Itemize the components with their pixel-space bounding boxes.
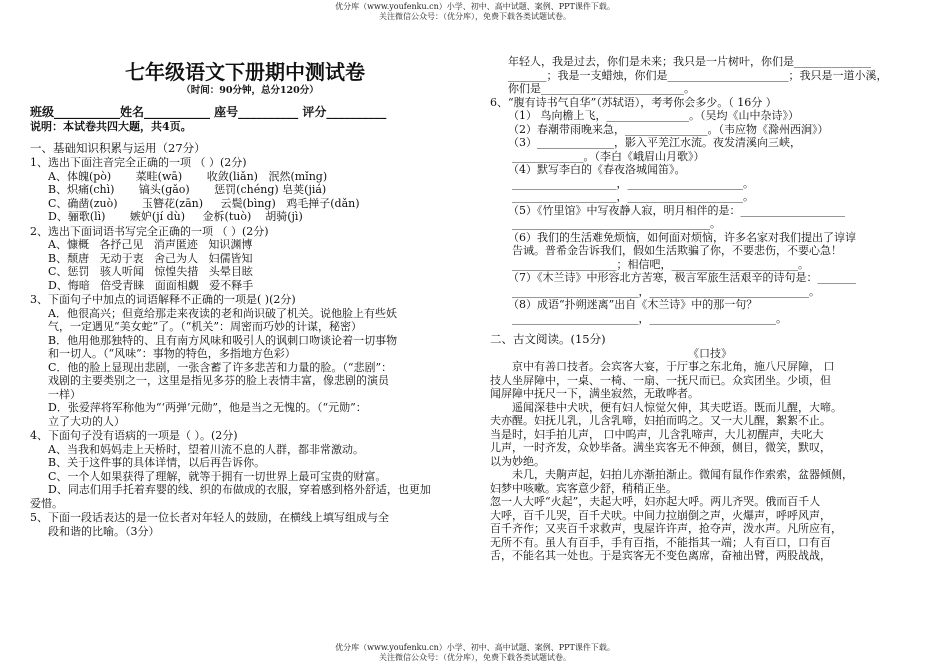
option-line: C、确凿(zuò) 玉簪花(zān) 云鬓(bìng) 鸡毛掸子(dǎn) <box>48 196 360 210</box>
watermark-line: 优分库（www.youfenku.cn）小学、初中、高中试题、案例、PPT课件下载。 <box>335 2 615 11</box>
question-6: 6、“腹有诗书气自华”（苏轼语），考考你会多少。（ 16分 ） <box>490 95 777 109</box>
option-line: 气，一定遇见“美女蛇”了。（“机关”：周密而巧妙的计谋，秘密） <box>48 320 362 333</box>
option-line: A、体魄(pò) 菜畦(wā) 收敛(liǎn) 泯然(mǐng) <box>48 169 328 183</box>
passage-line: 忽一人大呼“火起”，夫起大呼，妇亦起大呼。两儿齐哭。俄而百千人 <box>490 495 821 508</box>
section-heading: 二、古文阅读。(15分) <box>490 332 606 346</box>
passage-line: 当是时，妇手拍儿声， 口中呜声，儿含乳啼声，大儿初醒声，夫叱大 <box>490 427 824 441</box>
passage-line: 京中有善口技者。会宾客大宴，于厅事之东北角，施八尺屏障， 口 <box>512 360 835 373</box>
question-3: 3、下面句子中加点的词语解释不正确的一项是( )(2分) <box>30 293 296 306</box>
passage-line: 无所不有。虽人有百手，手有百指，不能指其一端；人有百口，口有百 <box>490 535 831 549</box>
text-line: 年轻人，我是过去，你们是未来；我只是一片树叶，你们是______________ <box>508 55 871 68</box>
watermark-line: 关注微信公众号：（优分库），免费下载各类试题试卷。 <box>379 653 571 662</box>
text-line: （5）《竹里馆》中写夜静人寂，明月相伴的是：___________________ <box>508 203 845 217</box>
question-4: 4、下面句子没有语病的一项是（ ）。(2分) <box>30 429 238 442</box>
passage-line: 夫亦醒。妇抚儿乳，儿含乳啼，妇拍而呜之。又一大儿醒，絮絮不止。 <box>490 414 831 427</box>
text-line: ___________________，_____________________。 <box>512 176 754 190</box>
passage-line: 技人坐屏障中，一桌、一椅、一扇、一抚尺而已。众宾团坐。少顷，但 <box>490 373 831 387</box>
passage-line: 儿声，一时齐发，众妙毕备。满坐宾客无不伸颈，侧目，微笑，默叹， <box>490 441 831 454</box>
text-line: _______；我是一支蜡烛，你们是______________________；我只是一道小溪， <box>508 68 888 82</box>
text-line: 告诫。普希金告诉我们，假如生活欺骗了你，不要悲伤，不要心急！ <box>512 244 842 257</box>
option-line: 爱惜。 <box>30 496 63 510</box>
watermark-line: 关注微信公众号：（优分库），免费下载各类试题试卷。 <box>379 12 571 21</box>
option-line: D、悔暗 倍受青睐 面面相觑 爱不释手 <box>48 278 254 292</box>
option-line: D、同志们用手托着弃婴的线、织的布做成的衣服，穿着感到格外舒适，也更加 <box>48 483 431 496</box>
passage-line: 大呼，百千儿哭，百千犬吠。中间力拉崩倒之声，火爆声，呼呼风声， <box>490 508 831 522</box>
text-line: （4）默写李白的《春夜洛城闻笛》。 <box>508 163 686 176</box>
passage-line: 闻屏障中抚尺一下，满坐寂然，无敢哗者。 <box>490 387 699 400</box>
option-line: 戏剧的主要类别之一，这里是指见多芬的脸上表情丰富，像悲剧的演员 <box>48 374 389 387</box>
option-line: 立了大功的人） <box>48 414 125 428</box>
text-line: （1） 鸟向檐上飞，_______________。（吴均《山中杂诗》） <box>508 109 799 122</box>
question-1: 1、选出下面注音完全正确的一项 （ ）(2分) <box>30 156 247 169</box>
text-line: （6）我们的生活难免烦恼，如何面对烦恼，许多名家对我们提出了谆谆 <box>508 230 856 244</box>
option-line: A、当我和妈妈走上天桥时，望着川流不息的人群，都非常激动。 <box>48 442 364 456</box>
question-2: 2、选出下面词语书写完全正确的一项 （ ）(2分) <box>30 224 269 238</box>
text-line: ___________________，_____________________。 <box>512 190 754 203</box>
question-5: 5、下面一段话表达的是一位长者对年轻人的鼓励，在横线上填写组成与全 <box>30 511 389 524</box>
student-info-line: 班级___________姓名___________ 座号__________ 评分__________ <box>30 105 387 119</box>
question-5-cont: 段和谐的比喻。（3分） <box>48 524 160 538</box>
option-line: 和一切人。（“风味”：事物的特色，多指地方色彩） <box>48 347 296 360</box>
passage-line: 遥闻深巷中犬吠，便有妇人惊觉欠伸，其夫呓语。既而儿醒，大啼。 <box>512 400 842 414</box>
option-line: C、惩罚 骇人听闻 惊惶失措 头晕目眩 <box>48 265 253 278</box>
instructions: 说明：本试卷共四大题，共4页。 <box>30 120 192 133</box>
page-title: 七年级语文下册期中测试卷 <box>125 60 365 84</box>
passage-line: 百千齐作；又夹百千求救声，曳屋许许声，抢夺声，泼水声。凡所应有， <box>490 522 842 535</box>
text-line: （7）《木兰诗》中形容北方苦寒，极言军旅生活艰辛的诗句是：_______ <box>508 271 856 284</box>
option-line: B．他用他那独特的、且有南方风味和吸引人的讽刺口吻谈论着一切事物 <box>48 333 398 347</box>
section-heading: 一、基础知识积累与运用（27分） <box>30 140 206 155</box>
text-line: （8）成语“扑朔迷离”出自《木兰诗》中的那一句？ <box>508 298 758 311</box>
text-line: （2）春潮带雨晚来急，_______________。（韦应物《滁州西涧》） <box>508 122 829 136</box>
option-line: C、一个人如果获得了理解，就等于拥有一切世界上最可宝贵的财富。 <box>48 469 387 483</box>
text-line: ____________________________________。 <box>512 217 721 230</box>
header-watermark <box>0 2 950 22</box>
option-line: D、骊歌(lì) 嫉妒(jí dù) 金柝(tuò) 胡骑(jì) <box>48 210 303 223</box>
footer-watermark <box>0 643 950 663</box>
left-column <box>30 60 470 538</box>
text-line: _______________________，_______________________。 <box>512 311 787 325</box>
watermark-line: 优分库（www.youfenku.cn）小学、初中、高中试题、案例、PPT课件下载。 <box>335 643 615 652</box>
option-line: B、炽痛(chì) 镐头(gǎo) 惩罚(chéng) 皂荚(jiá) <box>48 183 327 196</box>
passage-line: 妇梦中咳嗽。宾客意少舒，稍稍正坐。 <box>490 481 677 495</box>
text-line: （3）______________，影入平羌江水流。夜发清溪向三峡， <box>508 136 801 149</box>
text-line: ___________________；相信吧，_______________________。 <box>512 257 809 271</box>
passage-line: 未几，夫齁声起，妇拍儿亦渐拍渐止。微闻有鼠作作索索，盆器倾侧， <box>512 468 853 481</box>
passage-line: 舌，不能名其一处也。于是宾客无不变色离席，奋袖出臂，两股战战， <box>490 549 831 562</box>
option-line: C．他的脸上显现出悲剧，一张含蓄了许多悲苦和力量的脸。（“悲剧”： <box>48 360 393 374</box>
option-line: A．他很高兴；但竟给那走来夜读的老和尚识破了机关。说他脸上有些妖 <box>48 306 397 320</box>
option-line: D．张爱萍将军称他为“‘两弹’元勋”，他是当之无愧的。（“元勋”： <box>48 401 367 414</box>
passage-line: 以为妙绝。 <box>490 454 545 468</box>
option-line: B、颓唐 无动于衷 舍己为人 妇儒皆知 <box>48 251 253 265</box>
exam-subtitle: （时间：90分钟，总分120分） <box>181 85 319 96</box>
right-column <box>490 55 930 563</box>
text-line: _____________。（李白《峨眉山月歌》） <box>512 149 705 163</box>
passage-title: 《口技》 <box>688 346 732 360</box>
option-line: A、慷概 各抒己见 消声匿迹 知识渊博 <box>48 238 253 251</box>
option-line: B、关于这件事的具体详情，以后再告诉你。 <box>48 456 266 469</box>
option-line: 一样） <box>48 387 81 401</box>
text-line: 你们是__________________________。 <box>508 82 695 95</box>
text-line: _______________________，_____________________________。 <box>512 284 820 298</box>
